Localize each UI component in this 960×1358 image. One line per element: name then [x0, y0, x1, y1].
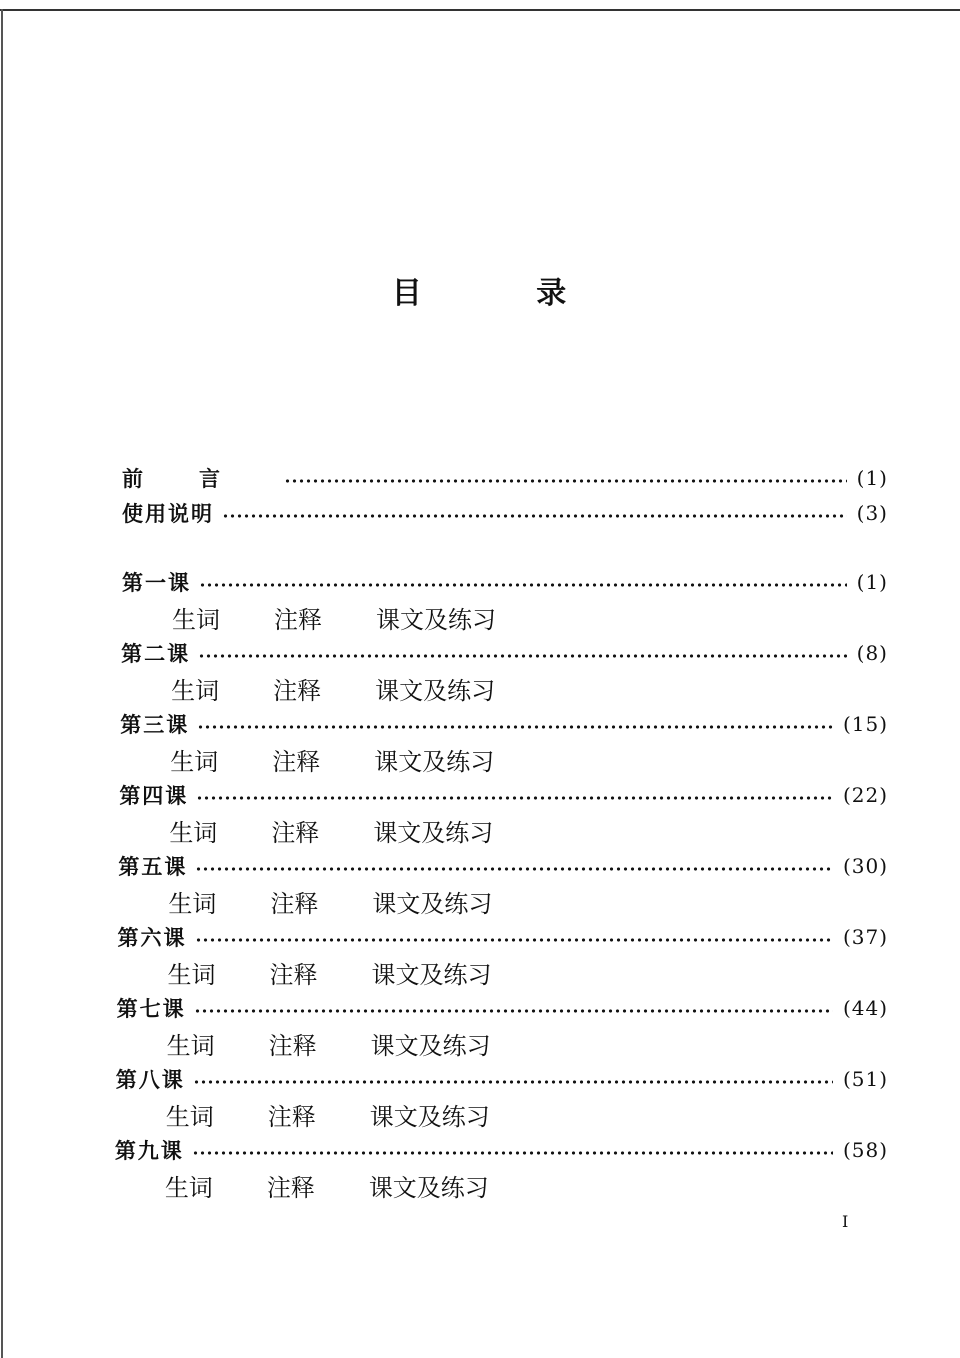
lesson-section: 生词: [172, 605, 220, 634]
lesson-section: 课文及练习: [370, 1031, 491, 1060]
toc-entry-page: (44): [842, 995, 888, 1020]
dot-leader: [199, 581, 847, 589]
toc-entry-page: (3): [856, 500, 888, 525]
lesson-sections: [122, 599, 888, 635]
page-number: I: [842, 1212, 849, 1231]
toc-entry-label: 使用说明: [122, 500, 214, 526]
table-of-contents: [114, 460, 888, 1203]
lesson-section: 注释: [273, 676, 322, 705]
lesson-entry: [119, 777, 888, 848]
toc-entry-label: 第四课: [119, 782, 189, 808]
dot-leader: [284, 477, 847, 485]
toc-entry-label: 第七课: [116, 995, 186, 1021]
toc-entry-lesson[interactable]: [118, 919, 889, 954]
toc-entry-label: 第九课: [114, 1137, 184, 1163]
lesson-sections: [116, 1096, 888, 1132]
toc-entry-preface[interactable]: [122, 460, 888, 495]
toc-entry-label: 第三课: [120, 711, 190, 737]
toc-entry-lesson[interactable]: [115, 1132, 888, 1167]
lesson-entry: [121, 635, 888, 706]
toc-entry-lesson[interactable]: [116, 1061, 888, 1096]
lesson-section: 课文及练习: [371, 960, 492, 989]
lesson-entry: [117, 990, 888, 1061]
lesson-sections: [115, 1167, 888, 1203]
toc-entry-page: (1): [856, 465, 888, 490]
dot-leader: [195, 936, 833, 944]
lesson-section: 生词: [167, 960, 216, 989]
lesson-section: 生词: [169, 818, 218, 847]
toc-entry-label: 第一课: [122, 569, 191, 595]
dot-leader: [194, 1007, 833, 1015]
top-border-line: [0, 9, 960, 11]
lesson-section: 课文及练习: [375, 676, 496, 705]
toc-entry-page: (1): [856, 569, 888, 594]
dot-leader: [222, 512, 847, 520]
lesson-entry: [118, 848, 888, 919]
lesson-section: 注释: [270, 889, 319, 918]
toc-entry-page: (30): [842, 853, 888, 878]
lesson-section: 注释: [266, 1173, 315, 1202]
lesson-section: 生词: [171, 676, 220, 705]
lesson-section: 课文及练习: [372, 889, 493, 918]
lesson-sections: [117, 1025, 888, 1061]
lesson-section: 课文及练习: [374, 747, 495, 776]
left-border-line: [1, 9, 3, 1358]
lesson-list: [114, 564, 888, 1203]
lesson-section: 注释: [267, 1102, 316, 1131]
lesson-entry: [122, 564, 888, 635]
lesson-section: 生词: [170, 747, 219, 776]
toc-entry-lesson[interactable]: [118, 848, 888, 883]
lesson-section: 生词: [166, 1031, 215, 1060]
lesson-entry: [116, 1061, 888, 1132]
lesson-section: 生词: [164, 1173, 213, 1202]
lesson-section: 注释: [271, 818, 320, 847]
lesson-section: 生词: [168, 889, 217, 918]
toc-entry-label: 第六课: [117, 924, 187, 950]
lesson-sections: [118, 954, 889, 990]
dot-leader: [197, 723, 833, 731]
toc-entry-lesson[interactable]: [119, 777, 888, 812]
lesson-section: 注释: [272, 747, 321, 776]
lesson-section: 生词: [165, 1102, 214, 1131]
lesson-section: 注释: [269, 960, 318, 989]
dot-leader: [196, 794, 833, 802]
toc-entry-label: 第五课: [118, 853, 188, 879]
lesson-sections: [118, 883, 888, 919]
dot-leader: [195, 865, 833, 873]
toc-entry-lesson[interactable]: [120, 706, 888, 741]
toc-entry-page: (37): [842, 924, 888, 949]
lesson-section: 课文及练习: [376, 605, 496, 634]
toc-entry-lesson[interactable]: [121, 635, 888, 670]
toc-entry-page: (8): [856, 640, 888, 665]
lesson-section: 注释: [274, 605, 322, 634]
lesson-sections: [121, 670, 888, 706]
lesson-sections: [119, 812, 888, 848]
toc-entry-page: (22): [842, 782, 888, 807]
lesson-section: 注释: [268, 1031, 317, 1060]
toc-entry-page: (51): [842, 1066, 888, 1091]
dot-leader: [198, 652, 847, 660]
toc-entry-page: (15): [842, 711, 888, 736]
toc-entry-label: 前言: [122, 465, 276, 491]
toc-entry-instructions[interactable]: [122, 495, 888, 530]
lesson-section: 课文及练习: [368, 1173, 489, 1202]
toc-entry-label: 第二课: [121, 640, 191, 666]
dot-leader: [193, 1078, 833, 1086]
lesson-entry: [120, 706, 888, 777]
lesson-entry: [115, 1132, 888, 1203]
toc-entry-lesson[interactable]: [122, 564, 888, 599]
page-title: 目 录: [391, 276, 619, 311]
toc-entry-page: (58): [842, 1137, 888, 1162]
toc-entry-label: 第八课: [115, 1066, 185, 1092]
lesson-section: 课文及练习: [369, 1102, 490, 1131]
lesson-sections: [120, 741, 888, 777]
lesson-section: 课文及练习: [373, 818, 494, 847]
dot-leader: [192, 1149, 833, 1157]
toc-entry-lesson[interactable]: [117, 990, 888, 1025]
lesson-entry: [118, 919, 889, 990]
